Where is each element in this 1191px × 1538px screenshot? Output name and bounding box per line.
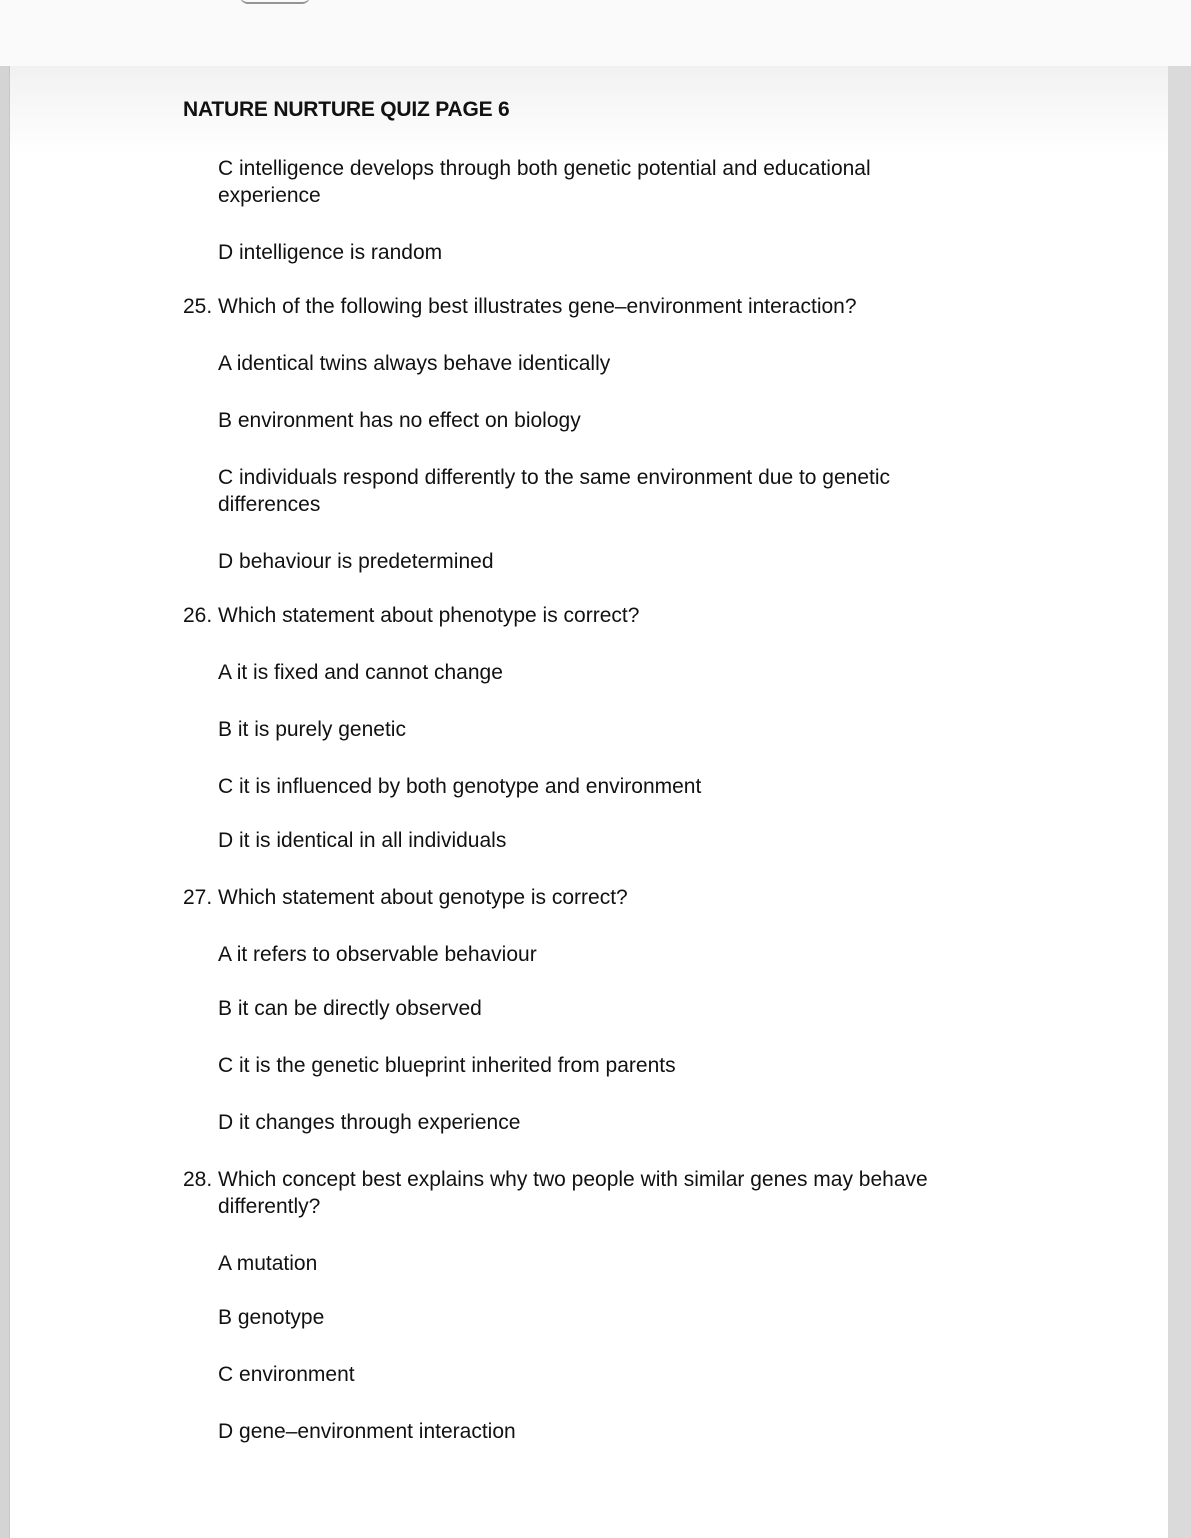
option-label: D: [218, 1420, 234, 1443]
option-label: C: [218, 775, 234, 798]
option-label: B: [218, 409, 233, 432]
option-text: it is influenced by both genotype and environment: [239, 775, 702, 798]
page-title: NATURE NURTURE QUIZ PAGE 6: [183, 98, 510, 121]
question-28: [183, 1166, 928, 1193]
option-text: identical twins always behave identically: [236, 352, 611, 375]
option-27b: [218, 995, 482, 1022]
option-text: it is identical in all individuals: [239, 829, 507, 852]
option-text: it changes through experience: [239, 1111, 521, 1134]
option-label: B: [218, 1306, 233, 1329]
question-text: Which concept best explains why two people with similar genes may behave: [218, 1168, 928, 1191]
option-24c-continuation: experience: [218, 184, 321, 207]
document-page: [9, 66, 1168, 1538]
option-label: A: [218, 1252, 231, 1275]
option-label: C: [218, 157, 234, 180]
option-26c: [218, 773, 701, 800]
option-25c: [218, 464, 890, 491]
option-28d: [218, 1418, 516, 1445]
option-26a: [218, 659, 503, 686]
option-text: mutation: [236, 1252, 318, 1275]
option-27d: [218, 1109, 520, 1136]
option-text: intelligence develops through both genetic potential and educational: [239, 157, 871, 180]
option-text: behaviour is predetermined: [239, 550, 494, 573]
option-25c-continuation: differences: [218, 493, 321, 516]
option-26d: [218, 827, 506, 854]
question-25: [183, 293, 857, 320]
option-28a: [218, 1250, 317, 1277]
option-25a: [218, 350, 610, 377]
option-text: gene–environment interaction: [239, 1420, 516, 1443]
option-label: D: [218, 550, 234, 573]
option-label: D: [218, 829, 234, 852]
previous-page-text-fragment: [240, 0, 310, 4]
question-text: Which of the following best illustrates gene–environment interaction?: [218, 295, 857, 318]
option-label: B: [218, 718, 233, 741]
viewer-left-gutter: [0, 66, 9, 1538]
question-28-continuation: differently?: [218, 1195, 321, 1218]
option-28b: [218, 1304, 324, 1331]
option-text: it refers to observable behaviour: [236, 943, 537, 966]
option-27c: [218, 1052, 676, 1079]
question-text: Which statement about phenotype is correct?: [218, 604, 640, 627]
option-26b: [218, 716, 406, 743]
option-text: it is purely genetic: [237, 718, 406, 741]
option-label: D: [218, 1111, 234, 1134]
option-label: A: [218, 352, 231, 375]
option-24c: [218, 155, 871, 182]
option-label: C: [218, 466, 234, 489]
option-label: B: [218, 997, 233, 1020]
question-27: [183, 884, 628, 911]
option-text: individuals respond differently to the same environment due to genetic: [239, 466, 891, 489]
option-text: it is the genetic blueprint inherited from parents: [239, 1054, 676, 1077]
option-label: C: [218, 1054, 234, 1077]
option-label: D: [218, 241, 234, 264]
option-label: A: [218, 661, 231, 684]
option-label: C: [218, 1363, 234, 1386]
option-text: genotype: [237, 1306, 325, 1329]
option-text: environment has no effect on biology: [237, 409, 581, 432]
option-text: intelligence is random: [239, 241, 443, 264]
question-number: 25.: [183, 295, 213, 318]
option-text: it can be directly observed: [237, 997, 482, 1020]
option-27a: [218, 941, 537, 968]
viewer-scrollbar-track[interactable]: [1167, 66, 1191, 1538]
question-26: [183, 602, 639, 629]
option-24d: [218, 239, 442, 266]
previous-page-bottom: [0, 0, 1191, 67]
option-25d: [218, 548, 494, 575]
question-text: Which statement about genotype is correct?: [218, 886, 628, 909]
option-25b: [218, 407, 581, 434]
option-28c: [218, 1361, 355, 1388]
question-number: 28.: [183, 1168, 213, 1191]
question-number: 27.: [183, 886, 213, 909]
option-text: environment: [239, 1363, 355, 1386]
question-number: 26.: [183, 604, 213, 627]
option-text: it is fixed and cannot change: [236, 661, 503, 684]
option-label: A: [218, 943, 231, 966]
